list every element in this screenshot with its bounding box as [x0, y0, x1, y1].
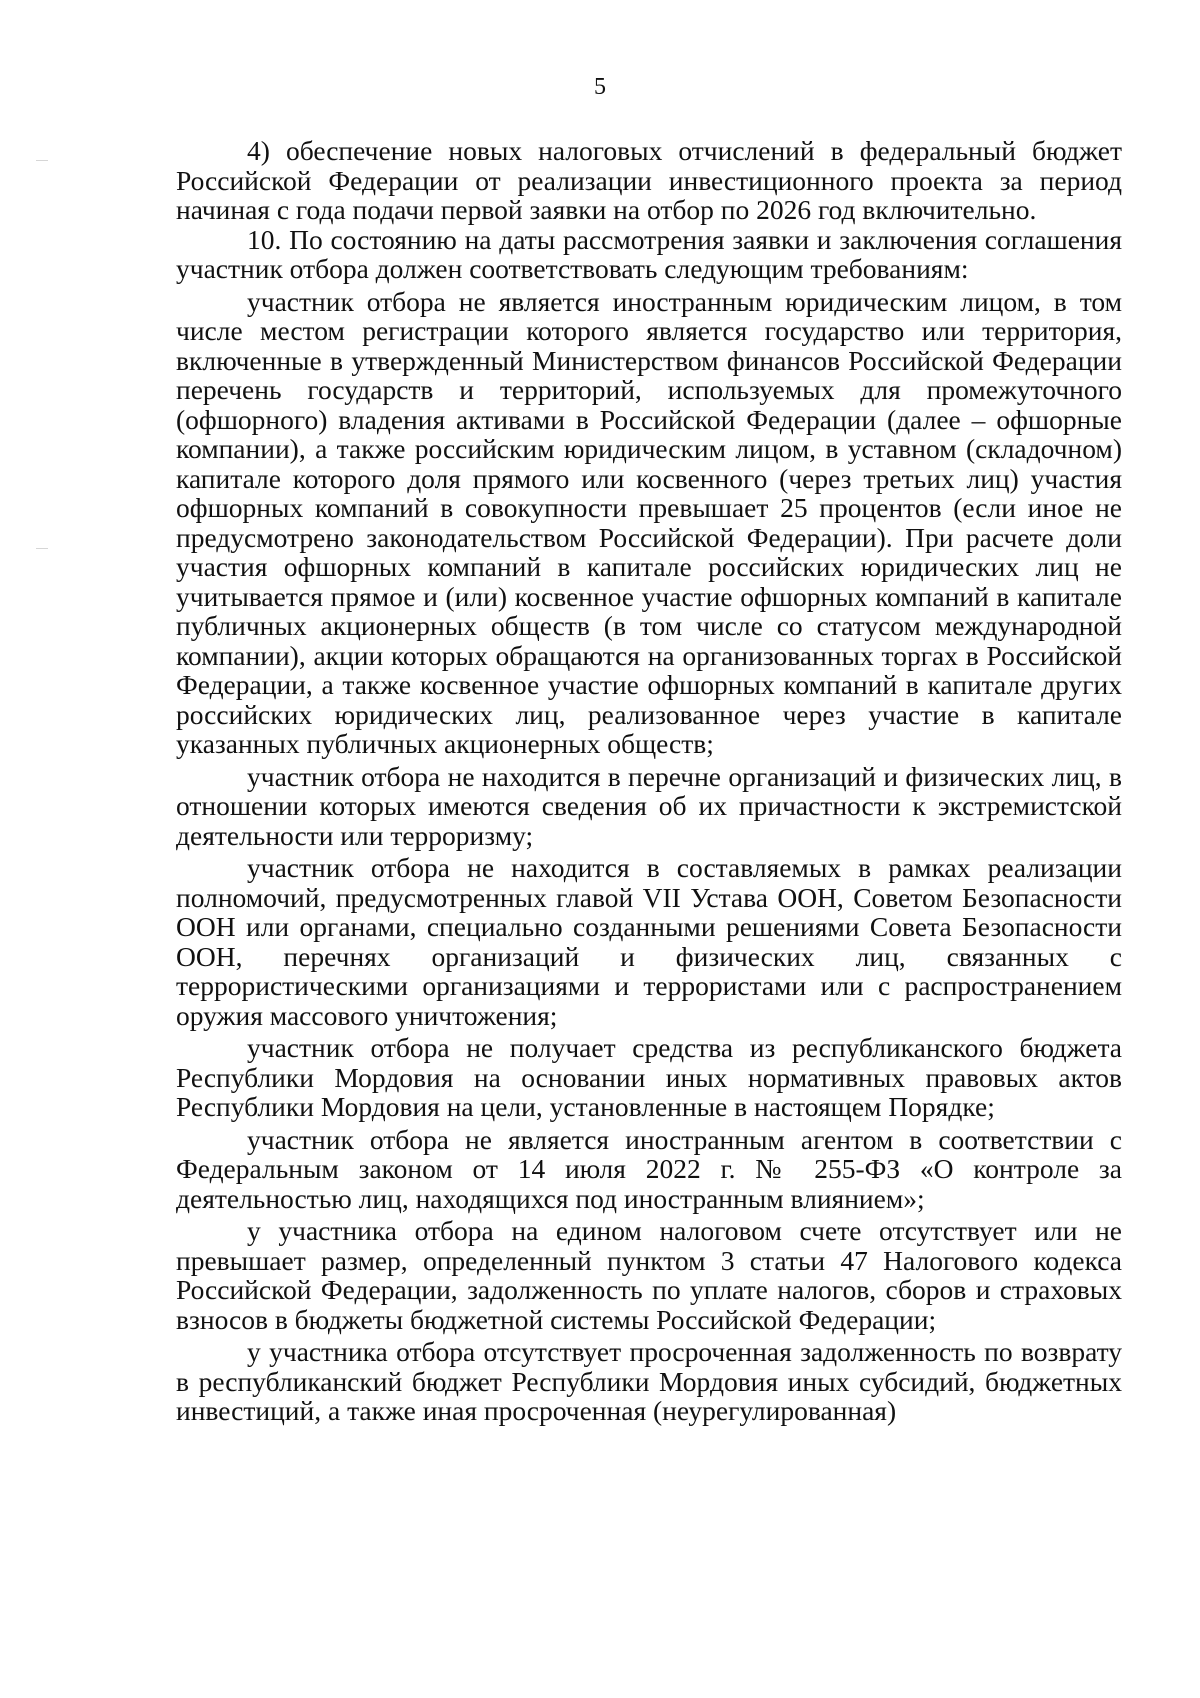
page-number: 5: [594, 74, 606, 100]
paragraph-foreign-agent-requirement: участник отбора не является иностранным агентом в соответствии с Федеральным законом от 14 июля 2022 г. № 255-ФЗ «О контроле за деятельностью лиц, находящихся под иностранным влиянием»;: [176, 1123, 1122, 1214]
paragraph-overdue-debt-requirement: у участника отбора отсутствует просроченная задолженность по возврату в республиканский бюджет Республики Мордовия иных субсидий, бюджетных инвестиций, а также иная просроченная (неурегулированная): [176, 1336, 1122, 1426]
scan-margin-mark: [36, 160, 48, 161]
paragraph-item-4: 4) обеспечение новых налоговых отчислений в федеральный бюджет Российской Федерации от реализации инвестиционного проекта за период начиная с года подачи первой заявки на отбор по 2026 год включительно.: [176, 135, 1122, 225]
paragraph-extremism-requirement: участник отбора не находится в перечне организаций и физических лиц, в отношении которых имеются сведения об их причастности к экстремистской деятельности или терроризму;: [176, 760, 1122, 851]
document-body: [176, 136, 1122, 1426]
paragraph-clause-10: 10. По состоянию на даты рассмотрения заявки и заключения соглашения участник отбора должен соответствовать следующим требованиям:: [176, 223, 1122, 284]
scan-margin-mark: [36, 548, 48, 549]
paragraph-budget-funds-requirement: участник отбора не получает средства из республиканского бюджета Республики Мордовия на основании иных нормативных правовых актов Республики Мордовия на цели, установленные в настоящем Порядке;: [176, 1032, 1122, 1122]
paragraph-offshore-requirement: участник отбора не является иностранным юридическим лицом, в том числе местом регистрации которого является государство или территория, включенные в утвержденный Министерством финансов Российской Федерации перечень государств и территорий, используемых для промежуточного (офшорного) владения активами в Российской Федерации (далее – офшорные компании), а также российским юридическим лицом, в уставном (складочном) капитале которого доля прямого или косвенного (через третьих лиц) участия офшорных компаний в совокупности превышает 25 процентов (если иное не предусмотрено законодательством Российской Федерации). При расчете доли участия офшорных компаний в капитале российских юридических лиц не учитывается прямое и (или) косвенное участие офшорных компаний в капитале публичных акционерных обществ (в том числе со статусом международной компании), акции которых обращаются на организованных торгах в Российской Федерации, а также косвенное участие офшорных компаний в капитале других российских юридических лиц, реализованное через участие в капитале указанных публичных акционерных обществ;: [176, 285, 1122, 759]
paragraph-un-lists-requirement: участник отбора не находится в составляемых в рамках реализации полномочий, предусмотренных главой VII Устава ООН, Советом Безопасности ООН или органами, специально созданными решениями Совета Безопасности ООН, перечнях организаций и физических лиц, связанных с террористическими организациями и террористами или с распространением оружия массового уничтожения;: [176, 852, 1122, 1031]
paragraph-tax-debt-requirement: у участника отбора на едином налоговом счете отсутствует или не превышает размер, определенный пунктом 3 статьи 47 Налогового кодекса Российской Федерации, задолженность по уплате налогов, сборов и страховых взносов в бюджеты бюджетной системы Российской Федерации;: [176, 1215, 1122, 1335]
